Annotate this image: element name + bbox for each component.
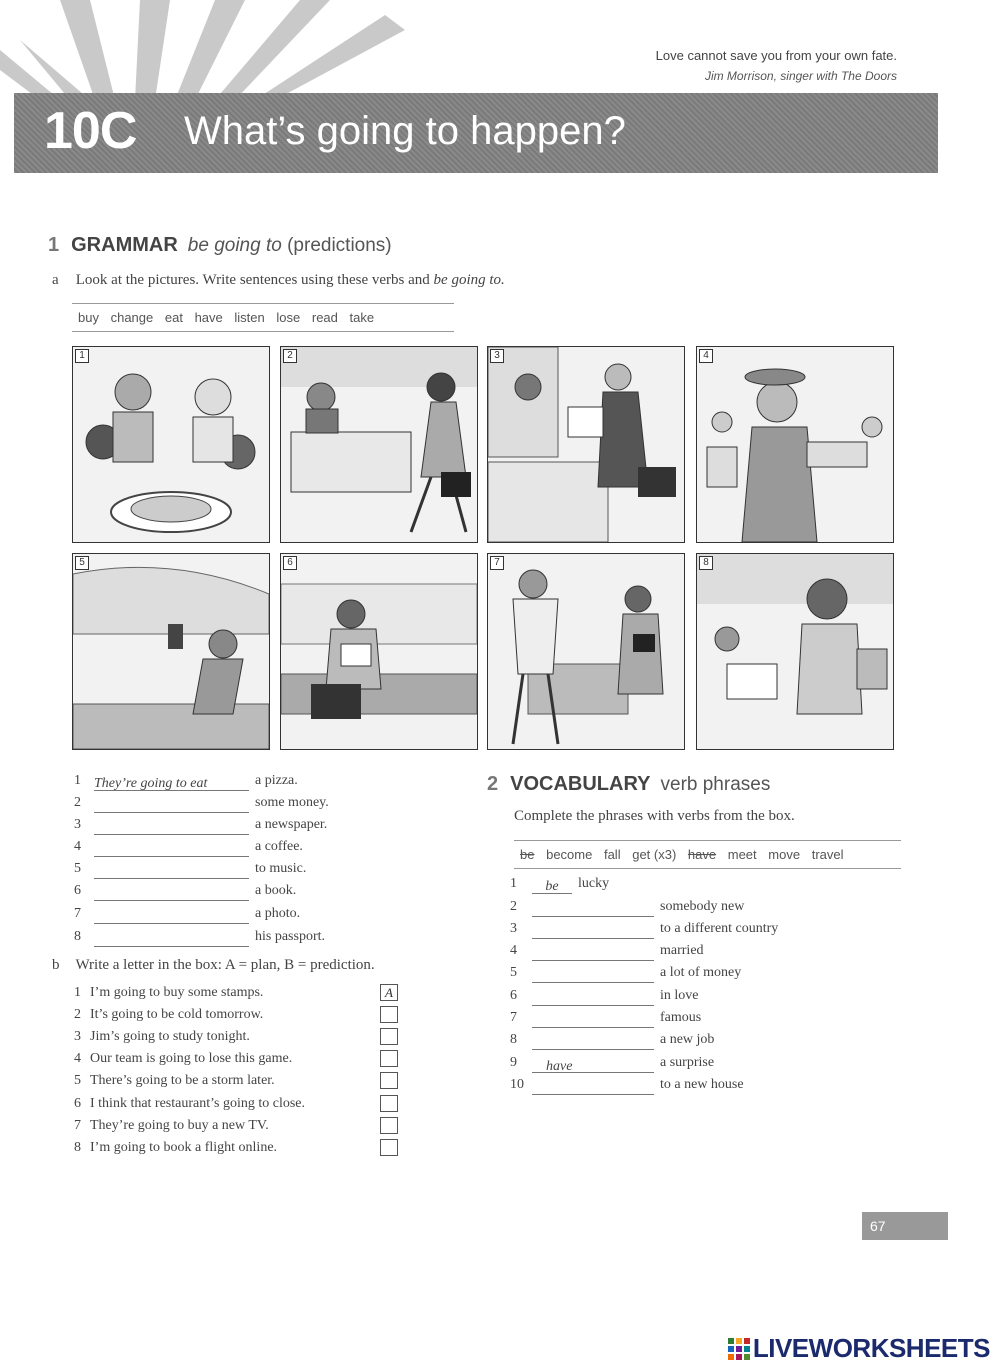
picture-number: 5 <box>75 556 89 570</box>
s2-item <box>510 941 704 961</box>
liveworksheets-logo <box>728 1333 990 1364</box>
item-number: 8 <box>74 1140 81 1155</box>
s2-item <box>510 919 778 939</box>
s1a-item <box>74 815 327 835</box>
item-rest: his passport. <box>255 929 325 944</box>
verb-word: listen <box>234 310 265 325</box>
item-rest: to a new house <box>660 1077 744 1092</box>
item-text: I’m going to book a flight online. <box>90 1140 278 1155</box>
section1-heading <box>48 234 392 257</box>
answer-blank[interactable] <box>94 840 249 857</box>
item-rest: to a different country <box>660 921 779 936</box>
s2-item <box>510 897 744 917</box>
picture-2 <box>280 346 478 543</box>
section1a-letter: a <box>52 272 59 288</box>
item-rest: a book. <box>255 883 297 898</box>
item-text: There’s going to be a storm later. <box>90 1073 275 1088</box>
picture-3-illustration <box>488 347 684 542</box>
section2-title: VOCABULARY <box>510 773 651 795</box>
vocab-word-struck: have <box>687 847 717 862</box>
section2-instruction: Complete the phrases with verbs from the box. <box>514 808 795 824</box>
item-rest: lucky <box>578 876 610 891</box>
picture-6 <box>280 553 478 750</box>
s2-item <box>510 1008 701 1028</box>
verb-word: have <box>194 310 223 325</box>
picture-8 <box>696 553 894 750</box>
section1b-instruction-line <box>52 957 375 974</box>
item-number: 1 <box>74 773 81 788</box>
item-rest: somebody new <box>660 899 745 914</box>
page-number: 67 <box>870 1218 886 1234</box>
section2-number: 2 <box>487 773 499 795</box>
picture-4-illustration <box>697 347 893 542</box>
item-number: 6 <box>510 988 517 1003</box>
s2-item <box>510 1030 714 1050</box>
item-number: 3 <box>74 1029 81 1044</box>
section1a-instruction: Look at the pictures. Write sentences using these verbs and <box>75 272 430 288</box>
answer-blank[interactable] <box>94 884 249 901</box>
page-number-box <box>862 1212 948 1240</box>
vocab-word: get (x3) <box>632 847 677 862</box>
answer-box[interactable] <box>380 1072 398 1089</box>
s1a-item <box>74 881 296 901</box>
item-number: 5 <box>510 965 517 980</box>
answer-box[interactable] <box>380 1095 398 1112</box>
section1b-instruction: Write a letter in the box: A = plan, B = prediction. <box>75 957 375 973</box>
answer-blank[interactable] <box>94 818 249 835</box>
item-number: 5 <box>74 1073 81 1088</box>
item-text: They’re going to buy a new TV. <box>90 1118 269 1133</box>
item-number: 7 <box>74 906 81 921</box>
s1b-item <box>74 1071 275 1091</box>
picture-5 <box>72 553 270 750</box>
picture-number: 1 <box>75 349 89 363</box>
item-number: 7 <box>74 1118 81 1133</box>
section1-subtitle-italic: be going to <box>187 235 282 256</box>
picture-3 <box>487 346 685 543</box>
answer-box[interactable]: A <box>380 984 398 1001</box>
answer-text: be <box>545 879 559 894</box>
answer-text: have <box>546 1059 573 1074</box>
picture-7-illustration <box>488 554 684 749</box>
item-number: 2 <box>74 795 81 810</box>
item-number: 8 <box>74 929 81 944</box>
s1b-item <box>74 1027 250 1047</box>
item-number: 8 <box>510 1032 517 1047</box>
header-rays-decoration <box>0 0 420 100</box>
item-rest: in love <box>660 988 699 1003</box>
picture-number: 6 <box>283 556 297 570</box>
item-number: 9 <box>510 1055 517 1070</box>
s1a-item <box>74 837 303 857</box>
answer-box[interactable] <box>380 1006 398 1023</box>
picture-6-illustration <box>281 554 477 749</box>
verbs-box <box>72 303 454 332</box>
item-number: 2 <box>74 1007 81 1022</box>
s1a-item <box>74 927 325 947</box>
item-rest: to music. <box>255 861 307 876</box>
item-number: 3 <box>74 817 81 832</box>
verb-word: change <box>110 310 154 325</box>
item-rest: a lot of money <box>660 965 742 980</box>
quote-author: Jim Morrison, singer with The Doors <box>704 69 897 83</box>
item-rest: some money. <box>255 795 329 810</box>
answer-blank[interactable] <box>94 930 249 947</box>
answer-box[interactable] <box>380 1139 398 1156</box>
item-rest: a new job <box>660 1032 715 1047</box>
answer-text: They’re going to eat <box>94 776 208 791</box>
answer-blank[interactable] <box>94 774 249 791</box>
picture-number: 2 <box>283 349 297 363</box>
item-number: 1 <box>74 985 81 1000</box>
lesson-code: 10C <box>44 102 137 160</box>
item-text: Our team is going to lose this game. <box>90 1051 293 1066</box>
answer-box[interactable] <box>380 1050 398 1067</box>
picture-2-illustration <box>281 347 477 542</box>
item-number: 2 <box>510 899 517 914</box>
quote-text: Love cannot save you from your own fate. <box>655 48 897 63</box>
s1b-item <box>74 1005 263 1025</box>
section1-title: GRAMMAR <box>71 234 178 256</box>
picture-1 <box>72 346 270 543</box>
s1b-item <box>74 1094 305 1114</box>
item-number: 5 <box>74 861 81 876</box>
section1b-letter: b <box>52 957 60 973</box>
s2-item <box>510 986 699 1006</box>
vocab-word: move <box>768 847 801 862</box>
section1-subtitle-rest: (predictions) <box>287 235 392 256</box>
answer-blank[interactable] <box>532 877 572 894</box>
section2-subtitle: verb phrases <box>660 774 771 795</box>
picture-number: 8 <box>699 556 713 570</box>
answer-blank[interactable] <box>532 1011 654 1028</box>
s1b-item <box>74 1049 292 1069</box>
s1a-item <box>74 793 329 813</box>
logo-text: LIVEWORKSHEETS <box>752 1333 990 1363</box>
item-rest: a surprise <box>660 1055 715 1070</box>
item-text: Jim’s going to study tonight. <box>90 1029 250 1044</box>
s1a-item <box>74 904 300 924</box>
liveworksheets-grid-icon <box>728 1338 750 1360</box>
s2-item <box>510 1075 744 1095</box>
answer-blank[interactable] <box>532 1033 654 1050</box>
verb-word: read <box>311 310 338 325</box>
verb-word: buy <box>78 310 99 325</box>
item-rest: a coffee. <box>255 839 303 854</box>
verb-word: eat <box>164 310 183 325</box>
vocab-word: fall <box>603 847 621 862</box>
answer-blank[interactable] <box>532 922 654 939</box>
s2-item <box>510 963 741 983</box>
item-number: 4 <box>74 1051 81 1066</box>
picture-number: 7 <box>490 556 504 570</box>
answer-blank[interactable] <box>532 966 654 983</box>
answer-blank[interactable] <box>532 900 654 917</box>
answer-blank[interactable] <box>94 862 249 879</box>
s1b-item <box>74 983 263 1003</box>
item-text: I think that restaurant’s going to close. <box>90 1096 306 1111</box>
section1a-instruction-italic: be going to. <box>433 272 505 288</box>
answer-blank[interactable] <box>94 796 249 813</box>
vocab-words-box <box>514 840 901 869</box>
item-number: 1 <box>510 876 517 891</box>
section1a-instruction-line <box>52 272 505 289</box>
vocab-word: meet <box>727 847 757 862</box>
verb-word: take <box>349 310 375 325</box>
item-number: 6 <box>74 1096 81 1111</box>
picture-1-illustration <box>73 347 269 542</box>
item-number: 6 <box>74 883 81 898</box>
answer-blank[interactable] <box>94 907 249 924</box>
answer-blank[interactable] <box>532 1078 654 1095</box>
picture-number: 4 <box>699 349 713 363</box>
title-banner <box>14 93 938 173</box>
picture-5-illustration <box>73 554 269 749</box>
vocab-word: become <box>546 847 593 862</box>
picture-7 <box>487 553 685 750</box>
section2-heading <box>487 773 770 796</box>
item-number: 4 <box>510 943 517 958</box>
picture-4 <box>696 346 894 543</box>
s2-item <box>510 1053 714 1073</box>
picture-8-illustration <box>697 554 893 749</box>
item-rest: a newspaper. <box>255 817 328 832</box>
item-rest: a photo. <box>255 906 301 921</box>
item-rest: famous <box>660 1010 702 1025</box>
vocab-word-struck: be <box>520 847 535 862</box>
s1b-item <box>74 1116 269 1136</box>
answer-box[interactable] <box>380 1028 398 1045</box>
s1a-item <box>74 859 306 879</box>
answer-blank[interactable] <box>532 1057 654 1073</box>
vocab-word: travel <box>811 847 844 862</box>
s1b-item <box>74 1138 277 1158</box>
answer-box[interactable] <box>380 1117 398 1134</box>
item-text: I’m going to buy some stamps. <box>90 985 264 1000</box>
item-rest: a pizza. <box>255 773 298 788</box>
section1-number: 1 <box>48 234 60 256</box>
answer-blank[interactable] <box>532 989 654 1006</box>
s2-item <box>510 874 609 894</box>
item-rest: married <box>660 943 704 958</box>
quote <box>656 48 897 83</box>
picture-number: 3 <box>490 349 504 363</box>
item-number: 10 <box>510 1077 524 1092</box>
item-number: 4 <box>74 839 81 854</box>
answer-blank[interactable] <box>532 944 654 961</box>
item-number: 7 <box>510 1010 517 1025</box>
verb-word: lose <box>276 310 301 325</box>
item-text: It’s going to be cold tomorrow. <box>90 1007 264 1022</box>
s1a-item <box>74 771 298 791</box>
lesson-title: What’s going to happen? <box>184 109 626 153</box>
item-number: 3 <box>510 921 517 936</box>
